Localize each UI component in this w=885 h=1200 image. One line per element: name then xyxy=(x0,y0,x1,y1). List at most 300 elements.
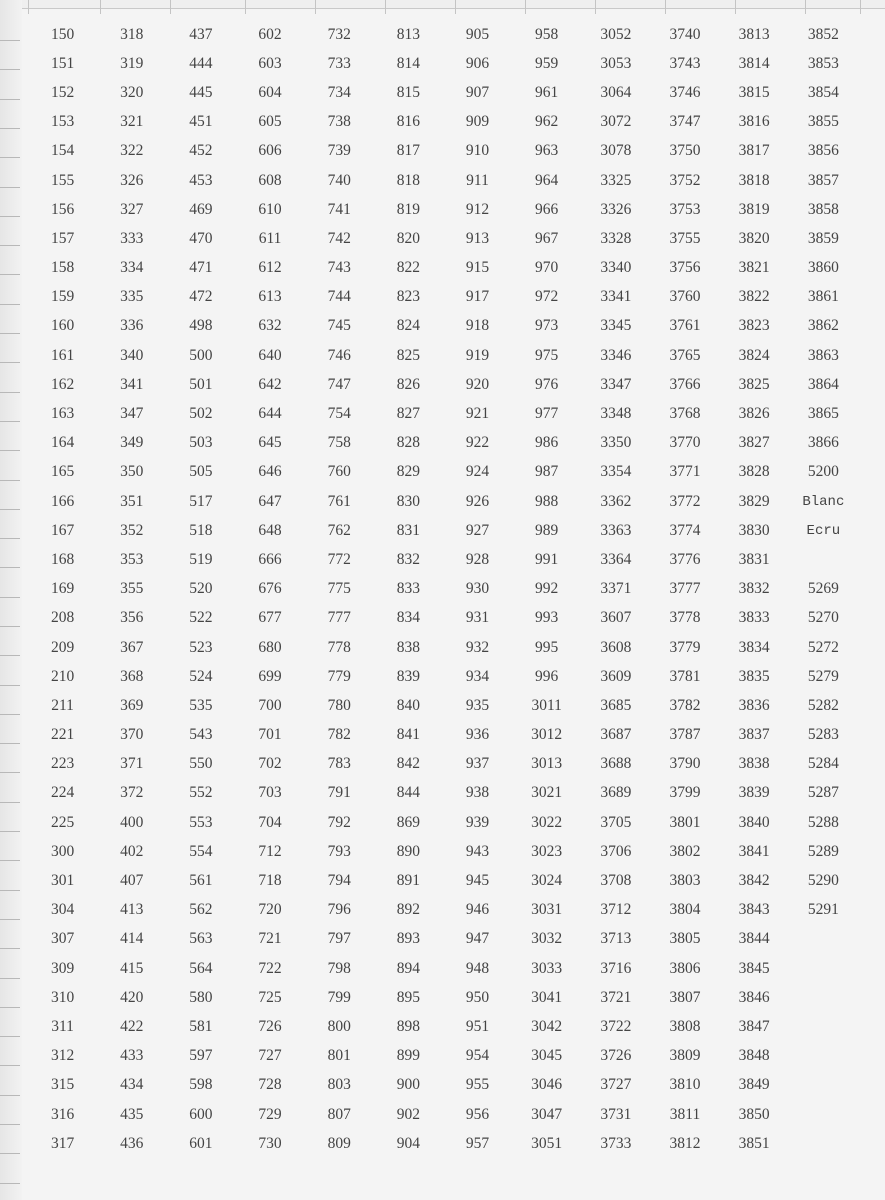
code-cell: 309 xyxy=(50,959,75,977)
code-cell: 3033 xyxy=(531,959,563,977)
code-cell: 712 xyxy=(258,842,282,860)
code-cell: 703 xyxy=(258,784,282,802)
code-cell: 301 xyxy=(50,872,75,890)
column-tick xyxy=(805,0,806,14)
ruler-tick xyxy=(0,509,20,510)
code-cell: 322 xyxy=(120,142,144,160)
code-cell: 722 xyxy=(258,959,282,977)
code-cell xyxy=(789,983,858,1012)
code-cell: 844 xyxy=(396,784,420,802)
code-cell: 318 xyxy=(120,25,144,43)
code-cell: 3801 xyxy=(669,813,701,831)
code-cell: 3815 xyxy=(738,83,770,101)
code-cell: 167 xyxy=(50,521,75,539)
code-cell: 954 xyxy=(465,1047,490,1065)
code-cell: 3363 xyxy=(600,521,632,539)
code-cell: 3608 xyxy=(600,638,632,656)
ruler-tick xyxy=(0,655,20,656)
code-cell: 326 xyxy=(120,171,144,189)
code-cell: 913 xyxy=(465,229,490,247)
code-cell: 967 xyxy=(535,229,559,247)
left-edge-ruler xyxy=(0,0,22,1200)
code-cell: 5279 xyxy=(807,667,839,685)
code-cell: 666 xyxy=(258,550,282,568)
code-cell: 3844 xyxy=(738,930,770,948)
table-row xyxy=(28,662,858,691)
code-cell: 3328 xyxy=(600,229,632,247)
code-cell: 3832 xyxy=(738,580,770,598)
table-row xyxy=(28,487,858,516)
table-row xyxy=(28,195,858,224)
code-cell: 992 xyxy=(535,580,559,598)
code-cell: 225 xyxy=(50,813,75,831)
code-cell: 946 xyxy=(465,901,490,919)
code-cell: 5284 xyxy=(807,755,839,773)
code-cell: 505 xyxy=(189,463,213,481)
code-cell: 738 xyxy=(327,113,351,131)
code-cell: 315 xyxy=(50,1076,75,1094)
table-row xyxy=(28,575,858,604)
code-cell: 155 xyxy=(50,171,75,189)
code-cell: 3825 xyxy=(738,375,770,393)
code-cell: 601 xyxy=(189,1134,213,1152)
ruler-tick xyxy=(0,948,20,949)
code-cell: 680 xyxy=(258,638,282,656)
table-row xyxy=(28,283,858,312)
code-cell: 988 xyxy=(535,492,559,510)
code-cell: 451 xyxy=(189,113,213,131)
code-cell: 948 xyxy=(465,959,490,977)
code-cell: 3838 xyxy=(738,755,770,773)
code-cell: 553 xyxy=(189,813,213,831)
code-cell: 3851 xyxy=(738,1134,770,1152)
code-cell: 168 xyxy=(50,550,75,568)
code-cell: 3022 xyxy=(531,813,563,831)
ruler-tick xyxy=(0,1153,20,1154)
code-cell: 502 xyxy=(189,405,213,423)
code-cell: 327 xyxy=(120,200,144,218)
ruler-tick xyxy=(0,538,20,539)
code-cell: 704 xyxy=(258,813,282,831)
code-cell: 370 xyxy=(120,726,144,744)
code-cell: 3804 xyxy=(669,901,701,919)
code-cell: 523 xyxy=(189,638,213,656)
code-cell: 3787 xyxy=(669,726,701,744)
code-cell: 580 xyxy=(189,988,213,1006)
code-cell: 894 xyxy=(396,959,420,977)
ruler-tick xyxy=(0,860,20,861)
code-cell: 746 xyxy=(327,346,351,364)
table-row xyxy=(28,721,858,750)
code-cell: 321 xyxy=(120,113,144,131)
ruler-tick xyxy=(0,187,20,188)
code-cell: 444 xyxy=(189,54,213,72)
code-cell: 793 xyxy=(327,842,351,860)
ruler-tick xyxy=(0,40,20,41)
code-cell: 932 xyxy=(465,638,490,656)
code-cell: 3848 xyxy=(738,1047,770,1065)
code-cell: 3609 xyxy=(600,667,632,685)
code-cell: 307 xyxy=(50,930,75,948)
code-cell: 471 xyxy=(189,259,213,277)
code-cell: 3849 xyxy=(738,1076,770,1094)
code-cell: 3826 xyxy=(738,405,770,423)
code-cell: 815 xyxy=(396,83,420,101)
code-cell: 818 xyxy=(396,171,420,189)
code-cell: 676 xyxy=(258,580,282,598)
code-cell: 611 xyxy=(258,229,282,247)
code-cell: 524 xyxy=(189,667,213,685)
code-cell: 3078 xyxy=(600,142,632,160)
code-cell: 518 xyxy=(189,521,213,539)
code-cell: 718 xyxy=(258,872,282,890)
code-cell: 936 xyxy=(465,726,490,744)
code-cell: 433 xyxy=(120,1047,144,1065)
code-cell: 310 xyxy=(50,988,75,1006)
code-cell: 3755 xyxy=(669,229,701,247)
code-cell: 827 xyxy=(396,405,420,423)
column-tick xyxy=(245,0,246,14)
code-cell: 3807 xyxy=(669,988,701,1006)
code-cell: 943 xyxy=(465,842,490,860)
code-cell: 3766 xyxy=(669,375,701,393)
code-cell: 402 xyxy=(120,842,144,860)
code-cell: 798 xyxy=(327,959,351,977)
code-cell: 742 xyxy=(327,229,351,247)
code-cell: 316 xyxy=(50,1105,75,1123)
code-cell: 3843 xyxy=(738,901,770,919)
code-cell: 164 xyxy=(50,434,75,452)
code-cell: 3827 xyxy=(738,434,770,452)
code-cell: 603 xyxy=(258,54,282,72)
code-cell: 800 xyxy=(327,1017,351,1035)
code-cell: 3821 xyxy=(738,259,770,277)
code-cell: 5269 xyxy=(807,580,839,598)
code-cell: 452 xyxy=(189,142,213,160)
code-cell: 153 xyxy=(50,113,75,131)
code-cell: 921 xyxy=(465,405,490,423)
code-cell: 3820 xyxy=(738,229,770,247)
code-cell: 3818 xyxy=(738,171,770,189)
code-cell: 469 xyxy=(189,200,213,218)
code-cell xyxy=(789,1071,858,1100)
code-cell: 3340 xyxy=(600,259,632,277)
code-cell: 3817 xyxy=(738,142,770,160)
code-cell: 645 xyxy=(258,434,282,452)
code-cell: 3809 xyxy=(669,1047,701,1065)
code-cell: 973 xyxy=(535,317,559,335)
code-cell: 677 xyxy=(258,609,282,627)
ruler-tick xyxy=(0,1036,20,1037)
code-cell: 733 xyxy=(327,54,351,72)
code-cell: 434 xyxy=(120,1076,144,1094)
code-cell: 3607 xyxy=(600,609,632,627)
code-cell: 5287 xyxy=(807,784,839,802)
code-cell: 989 xyxy=(535,521,559,539)
table-row xyxy=(28,108,858,137)
code-cell: 5200 xyxy=(807,463,839,481)
code-cell: 842 xyxy=(396,755,420,773)
code-cell: 726 xyxy=(258,1017,282,1035)
code-cell: 920 xyxy=(465,375,490,393)
code-cell: 5283 xyxy=(807,726,839,744)
ruler-tick xyxy=(0,714,20,715)
code-cell: 612 xyxy=(258,259,282,277)
code-cell: 3855 xyxy=(807,113,839,131)
code-cell: 356 xyxy=(120,609,144,627)
table-row xyxy=(28,224,858,253)
table-row xyxy=(28,49,858,78)
code-cell: 3823 xyxy=(738,317,770,335)
code-cell: 762 xyxy=(327,521,351,539)
code-cell: 739 xyxy=(327,142,351,160)
ruler-tick xyxy=(0,362,20,363)
code-cell: 3326 xyxy=(600,200,632,218)
column-tick xyxy=(455,0,456,14)
code-cell: 554 xyxy=(189,842,213,860)
code-cell: 825 xyxy=(396,346,420,364)
code-cell: 3348 xyxy=(600,405,632,423)
code-cell: 3031 xyxy=(531,901,563,919)
table-row xyxy=(28,516,858,545)
code-cell: 3013 xyxy=(531,755,563,773)
code-cell: 543 xyxy=(189,726,213,744)
code-cell: 3345 xyxy=(600,317,632,335)
code-table xyxy=(28,20,858,1158)
code-cell: 159 xyxy=(50,288,75,306)
table-row xyxy=(28,1042,858,1071)
code-cell: 165 xyxy=(50,463,75,481)
code-cell: 3706 xyxy=(600,842,632,860)
code-cell: 702 xyxy=(258,755,282,773)
code-cell: 3861 xyxy=(807,288,839,306)
code-cell: 3752 xyxy=(669,171,701,189)
code-cell: 3852 xyxy=(807,25,839,43)
code-cell: 955 xyxy=(465,1076,490,1094)
code-cell: 890 xyxy=(396,842,420,860)
code-cell: 3761 xyxy=(669,317,701,335)
code-cell: 947 xyxy=(465,930,490,948)
code-cell: 3829 xyxy=(738,492,770,510)
code-cell: 822 xyxy=(396,259,420,277)
code-cell: 162 xyxy=(50,375,75,393)
code-cell: 3733 xyxy=(600,1134,632,1152)
code-cell: 550 xyxy=(189,755,213,773)
code-cell: 644 xyxy=(258,405,282,423)
code-cell: 3364 xyxy=(600,550,632,568)
code-cell: 3726 xyxy=(600,1047,632,1065)
code-cell: 372 xyxy=(120,784,144,802)
code-cell: 935 xyxy=(465,696,490,714)
code-cell: 3346 xyxy=(600,346,632,364)
code-cell: 640 xyxy=(258,346,282,364)
code-cell: 899 xyxy=(396,1047,420,1065)
ruler-tick xyxy=(0,626,20,627)
code-cell: 3834 xyxy=(738,638,770,656)
ruler-tick xyxy=(0,392,20,393)
code-cell: 904 xyxy=(396,1134,420,1152)
code-cell: 157 xyxy=(50,229,75,247)
code-cell: 3862 xyxy=(807,317,839,335)
code-cell: 945 xyxy=(465,872,490,890)
code-cell: 470 xyxy=(189,229,213,247)
column-tick xyxy=(735,0,736,14)
code-cell: 642 xyxy=(258,375,282,393)
table-row xyxy=(28,370,858,399)
code-cell: 814 xyxy=(396,54,420,72)
code-cell: 772 xyxy=(327,550,351,568)
code-cell: 319 xyxy=(120,54,144,72)
column-tick xyxy=(315,0,316,14)
column-tick xyxy=(28,0,29,14)
code-cell: 741 xyxy=(327,200,351,218)
code-cell: 3760 xyxy=(669,288,701,306)
code-cell: 730 xyxy=(258,1134,282,1152)
code-cell: 312 xyxy=(50,1047,75,1065)
code-cell: 797 xyxy=(327,930,351,948)
code-cell: 993 xyxy=(535,609,559,627)
ruler-tick xyxy=(0,450,20,451)
code-cell: 816 xyxy=(396,113,420,131)
code-cell: 924 xyxy=(465,463,490,481)
code-cell: 3743 xyxy=(669,54,701,72)
code-cell: 970 xyxy=(535,259,559,277)
code-cell: 3354 xyxy=(600,463,632,481)
code-cell: 3687 xyxy=(600,726,632,744)
code-cell: 900 xyxy=(396,1076,420,1094)
code-cell: 210 xyxy=(50,667,75,685)
code-cell: 420 xyxy=(120,988,144,1006)
code-cell: 422 xyxy=(120,1017,144,1035)
code-cell: 758 xyxy=(327,434,351,452)
code-cell: 407 xyxy=(120,872,144,890)
code-cell: 3856 xyxy=(807,142,839,160)
code-cell: 823 xyxy=(396,288,420,306)
code-cell: 3716 xyxy=(600,959,632,977)
code-cell: 647 xyxy=(258,492,282,510)
table-row xyxy=(28,633,858,662)
code-cell: 3770 xyxy=(669,434,701,452)
code-cell: 3765 xyxy=(669,346,701,364)
code-cell: 959 xyxy=(535,54,559,72)
code-cell: 966 xyxy=(535,200,559,218)
code-cell: 975 xyxy=(535,346,559,364)
code-cell: 761 xyxy=(327,492,351,510)
code-cell: 598 xyxy=(189,1076,213,1094)
code-cell: 833 xyxy=(396,580,420,598)
code-cell: 156 xyxy=(50,200,75,218)
code-cell: 3350 xyxy=(600,434,632,452)
code-cell: 747 xyxy=(327,375,351,393)
ruler-tick xyxy=(0,802,20,803)
code-cell: 721 xyxy=(258,930,282,948)
code-cell xyxy=(789,954,858,983)
code-cell: 3740 xyxy=(669,25,701,43)
code-cell: 3023 xyxy=(531,842,563,860)
code-cell: 367 xyxy=(120,638,144,656)
code-cell: 3024 xyxy=(531,872,563,890)
code-cell: 3863 xyxy=(807,346,839,364)
code-cell: 801 xyxy=(327,1047,351,1065)
top-rule xyxy=(0,0,885,9)
code-cell: 3811 xyxy=(669,1105,701,1123)
code-cell: 400 xyxy=(120,813,144,831)
code-cell: 3721 xyxy=(600,988,632,1006)
code-cell: 995 xyxy=(535,638,559,656)
code-cell: 986 xyxy=(535,434,559,452)
code-cell: 3831 xyxy=(738,550,770,568)
code-cell: 341 xyxy=(120,375,144,393)
code-cell: 760 xyxy=(327,463,351,481)
ruler-tick xyxy=(0,567,20,568)
code-cell: 919 xyxy=(465,346,490,364)
code-cell: 893 xyxy=(396,930,420,948)
code-cell: 3835 xyxy=(738,667,770,685)
code-cell: 3753 xyxy=(669,200,701,218)
code-cell: 777 xyxy=(327,609,351,627)
table-row xyxy=(28,604,858,633)
code-cell: 809 xyxy=(327,1134,351,1152)
code-cell: 910 xyxy=(465,142,490,160)
column-tick xyxy=(595,0,596,14)
ruler-tick xyxy=(0,128,20,129)
table-row xyxy=(28,896,858,925)
code-cell: 743 xyxy=(327,259,351,277)
code-cell: 221 xyxy=(50,726,75,744)
code-cell: 3813 xyxy=(738,25,770,43)
code-cell: 3864 xyxy=(807,375,839,393)
ruler-tick xyxy=(0,1124,20,1125)
code-cell: 353 xyxy=(120,550,144,568)
code-cell: 632 xyxy=(258,317,282,335)
code-cell: 817 xyxy=(396,142,420,160)
code-cell: 3046 xyxy=(531,1076,563,1094)
code-cell: 3824 xyxy=(738,346,770,364)
code-cell: 775 xyxy=(327,580,351,598)
code-cell: 211 xyxy=(51,696,74,714)
table-row xyxy=(28,983,858,1012)
code-cell: 317 xyxy=(50,1134,75,1152)
column-tick xyxy=(100,0,101,14)
table-row xyxy=(28,429,858,458)
code-cell: 3347 xyxy=(600,375,632,393)
code-cell: 604 xyxy=(258,83,282,101)
code-cell: 792 xyxy=(327,813,351,831)
code-cell: 3064 xyxy=(600,83,632,101)
table-row xyxy=(28,1100,858,1129)
code-cell: 891 xyxy=(396,872,420,890)
code-cell: 3805 xyxy=(669,930,701,948)
code-cell: 608 xyxy=(258,171,282,189)
code-cell: 347 xyxy=(120,405,144,423)
code-cell: 154 xyxy=(50,142,75,160)
code-cell: 939 xyxy=(465,813,490,831)
code-cell: 3833 xyxy=(738,609,770,627)
code-cell: 791 xyxy=(327,784,351,802)
code-cell: 151 xyxy=(50,54,75,72)
table-row xyxy=(28,166,858,195)
code-cell: 3839 xyxy=(738,784,770,802)
code-cell: 839 xyxy=(396,667,420,685)
code-cell: 3708 xyxy=(600,872,632,890)
code-cell: 912 xyxy=(465,200,490,218)
code-cell: 602 xyxy=(258,25,282,43)
code-cell: 922 xyxy=(465,434,490,452)
code-cell: 610 xyxy=(258,200,282,218)
code-cell: 600 xyxy=(189,1105,213,1123)
code-cell: 501 xyxy=(189,375,213,393)
code-cell: 3768 xyxy=(669,405,701,423)
